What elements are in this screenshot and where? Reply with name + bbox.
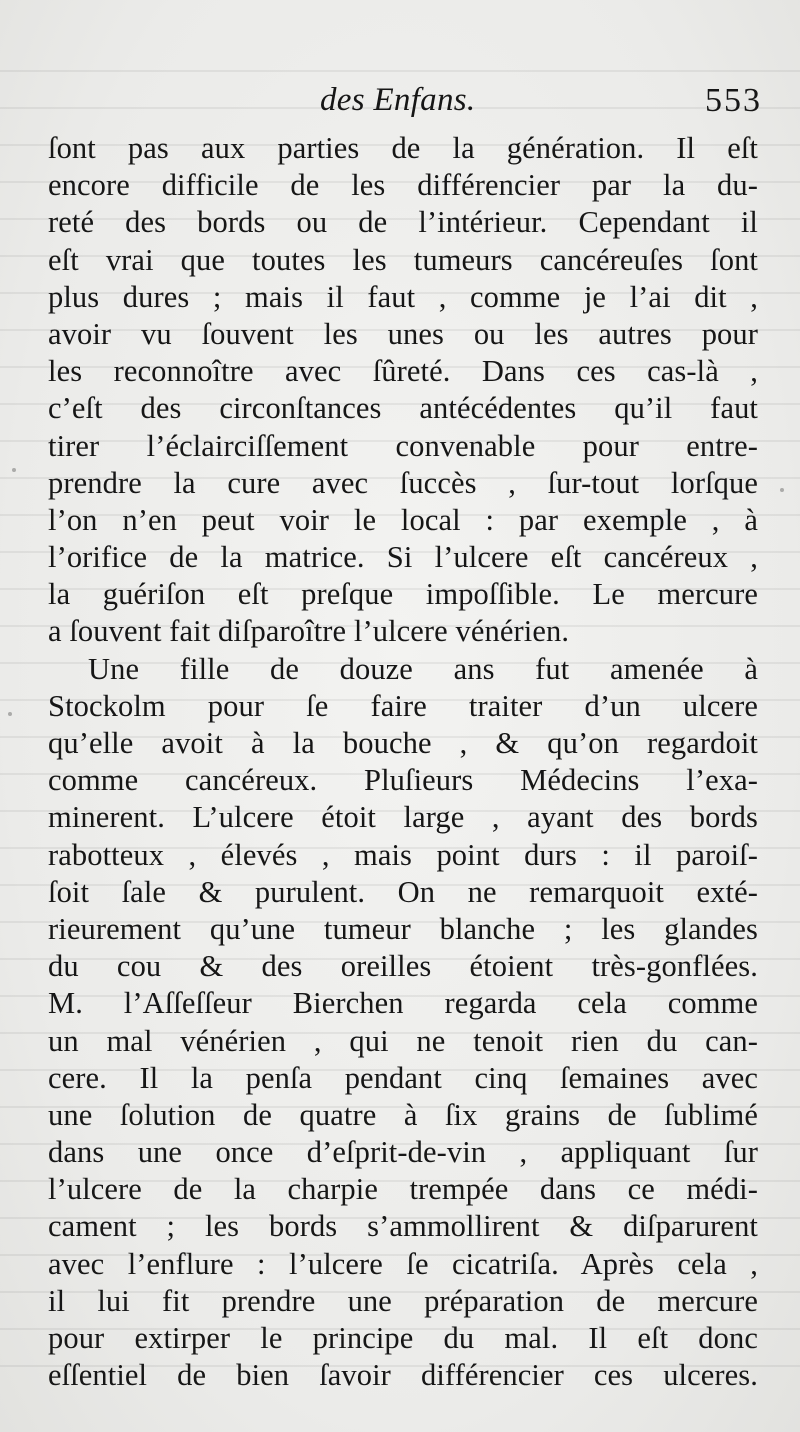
text-line: les reconnoître avec ſûreté. Dans ces cas-là , [48,354,758,389]
text-line: ſont pas aux parties de la génération. Il eſt [48,131,758,165]
text-line: reté des bords ou de l’intérieur. Cependant il [48,205,758,240]
text-line: un mal vénérien , qui ne tenoit rien du can- [48,1023,758,1058]
text-line: ſoit ſale & purulent. On ne remarquoit exté- [48,874,758,909]
text-line: tirer l’éclairciſſement convenable pour entre- [48,428,758,463]
text-line: l’orifice de la matrice. Si l’ulcere eſt cancéreux , [48,540,758,575]
text-line: cament ; les bords s’ammollirent & diſparurent [48,1209,758,1244]
text-line: il lui fit prendre une préparation de mercure [48,1283,758,1318]
page-header [0,78,800,122]
text-line: minerent. L’ulcere étoit large , ayant des bords [48,800,758,835]
text-line: l’on n’en peut voir le local : par exemple , à [48,502,758,537]
text-line: Une fille de douze ans fut amenée à [88,651,758,686]
text-line: la guériſon eſt preſque impoſſible. Le mercure [48,577,758,612]
text-line: Stockolm pour ſe faire traiter d’un ulcere [48,688,758,723]
text-line: eſt vrai que toutes les tumeurs cancéreuſes ſont [48,242,758,277]
text-line: rabotteux , élevés , mais point durs : il paroiſ- [48,837,758,872]
text-line: encore difficile de les différencier par la du- [48,168,758,203]
text-line: du cou & des oreilles étoient très-gonflées. [48,949,758,984]
text-line: dans une once d’eſprit-de-vin , appliquant ſur [48,1135,758,1170]
text-line: a ſouvent fait diſparoître l’ulcere vénérien. [48,614,570,649]
text-line: pour extirper le principe du mal. Il eſt donc [48,1321,758,1355]
text-line: prendre la cure avec ſuccès , ſur-tout lorſque [48,465,758,500]
text-line: rieurement qu’une tumeur blanche ; les glandes [48,911,758,946]
text-line: l’ulcere de la charpie trempée dans ce médi- [48,1172,758,1207]
ink-speck [8,712,12,716]
text-line: avec l’enflure : l’ulcere ſe cicatriſa. Après cela , [48,1246,758,1281]
ink-speck [780,488,784,492]
body-text [48,130,758,1394]
text-line: qu’elle avoit à la bouche , & qu’on regardoit [48,726,758,760]
running-head: des Enfans. [320,82,476,118]
text-line: eſſentiel de bien ſavoir différencier ces ulceres. [48,1358,758,1393]
ink-speck [12,468,16,472]
text-line: une ſolution de quatre à ſix grains de ſublimé [48,1097,758,1132]
text-line: c’eſt des circonſtances antécédentes qu’il faut [48,391,758,426]
text-line: comme cancéreux. Pluſieurs Médecins l’exa- [48,763,758,798]
text-line: plus dures ; mais il faut , comme je l’ai dit , [48,279,758,314]
text-line: cere. Il la penſa pendant cinq ſemaines avec [48,1060,758,1095]
text-line: M. l’Aſſeſſeur Bierchen regarda cela comme [48,986,758,1021]
page-number: 553 [705,82,762,119]
text-line: avoir vu ſouvent les unes ou les autres pour [48,316,758,351]
